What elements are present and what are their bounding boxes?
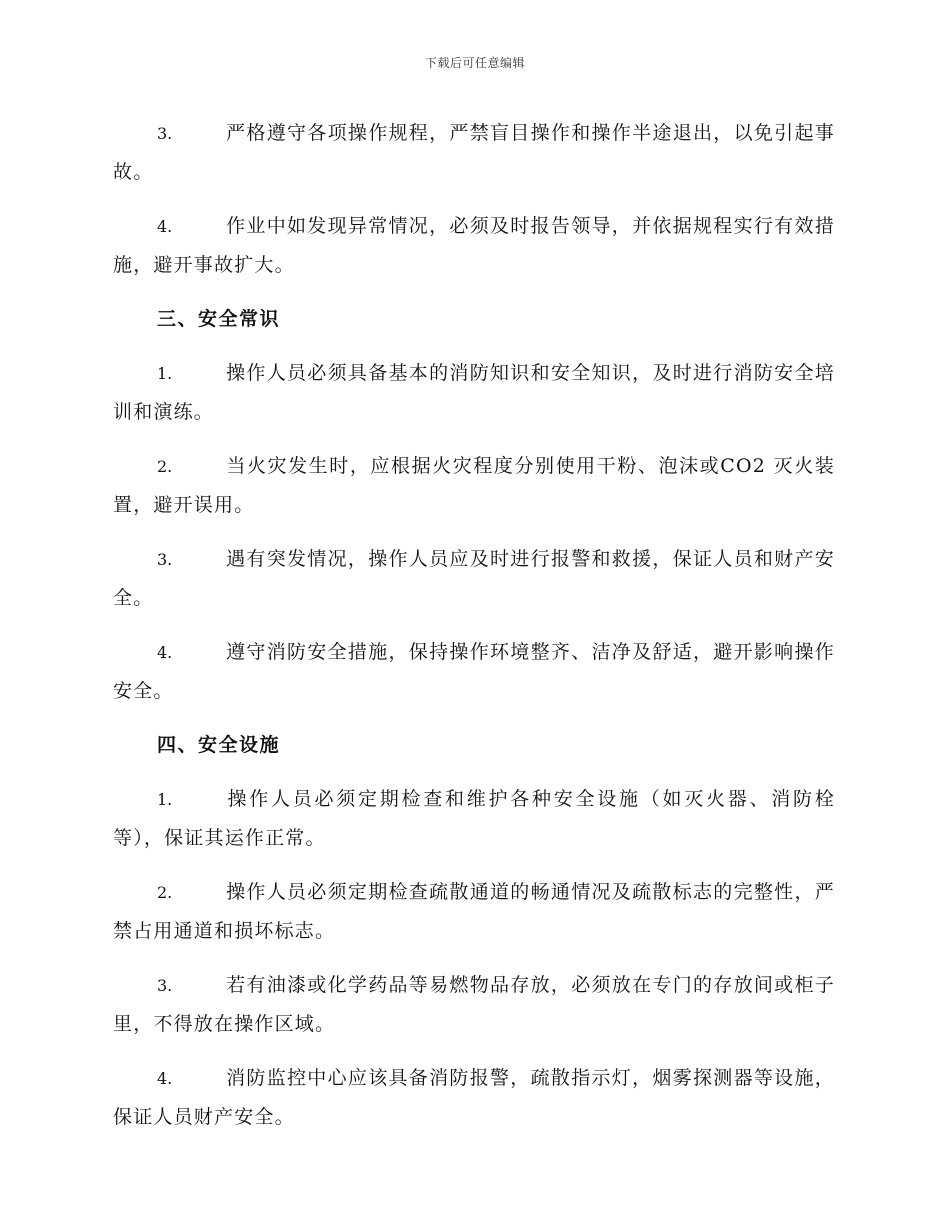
item-text: 消防监控中心应该具备消防报警，疏散指示灯，烟雾探测器等设施，保证人员财产安全。 [113,1067,835,1128]
item-number: 3. [157,124,173,143]
list-item [113,1059,835,1136]
item-number: 4. [157,1069,173,1088]
item-text: 当火灾发生时，应根据火灾程度分别使用干粉、泡沫或CO2 灭火装置，避开误用。 [113,455,835,516]
list-item [113,873,835,950]
list-item [113,966,835,1043]
list-item [113,540,835,617]
page-header: 下载后可任意编辑 [424,56,525,70]
item-number: 2. [157,457,173,476]
section-heading-safety-knowledge: 三、安全常识 [157,308,281,330]
item-text: 若有油漆或化学药品等易燃物品存放，必须放在专门的存放间或柜子里，不得放在操作区域。 [113,974,835,1035]
item-text: 操作人员必须定期检查疏散通道的畅通情况及疏散标志的完整性，严禁占用通道和损坏标志。 [113,881,835,942]
item-number: 4. [157,217,173,236]
document-body [113,114,835,1152]
list-item [113,447,835,524]
list-item [113,207,835,284]
section-heading-safety-facilities: 四、安全设施 [157,734,281,756]
item-number: 2. [157,883,173,902]
item-text: 操作人员必须定期检查和维护各种安全设施（如灭火器、消防栓等），保证其运作正常。 [113,788,835,849]
item-text: 遵守消防安全措施，保持操作环境整齐、洁净及舒适，避开影响操作安全。 [113,641,835,702]
list-item [113,354,835,431]
item-number: 1. [157,364,173,383]
item-text: 遇有突发情况，操作人员应及时进行报警和救援，保证人员和财产安全。 [113,548,835,609]
list-item [113,114,835,191]
list-item [113,780,835,857]
item-text: 严格遵守各项操作规程，严禁盲目操作和操作半途退出，以免引起事故。 [113,122,835,183]
item-text: 操作人员必须具备基本的消防知识和安全知识，及时进行消防安全培训和演练。 [113,362,835,423]
item-number: 4. [157,643,173,662]
list-item [113,633,835,710]
item-number: 3. [157,550,173,569]
item-number: 1. [157,790,173,809]
item-text: 作业中如发现异常情况，必须及时报告领导，并依据规程实行有效措施，避开事故扩大。 [113,215,835,276]
item-number: 3. [157,976,173,995]
